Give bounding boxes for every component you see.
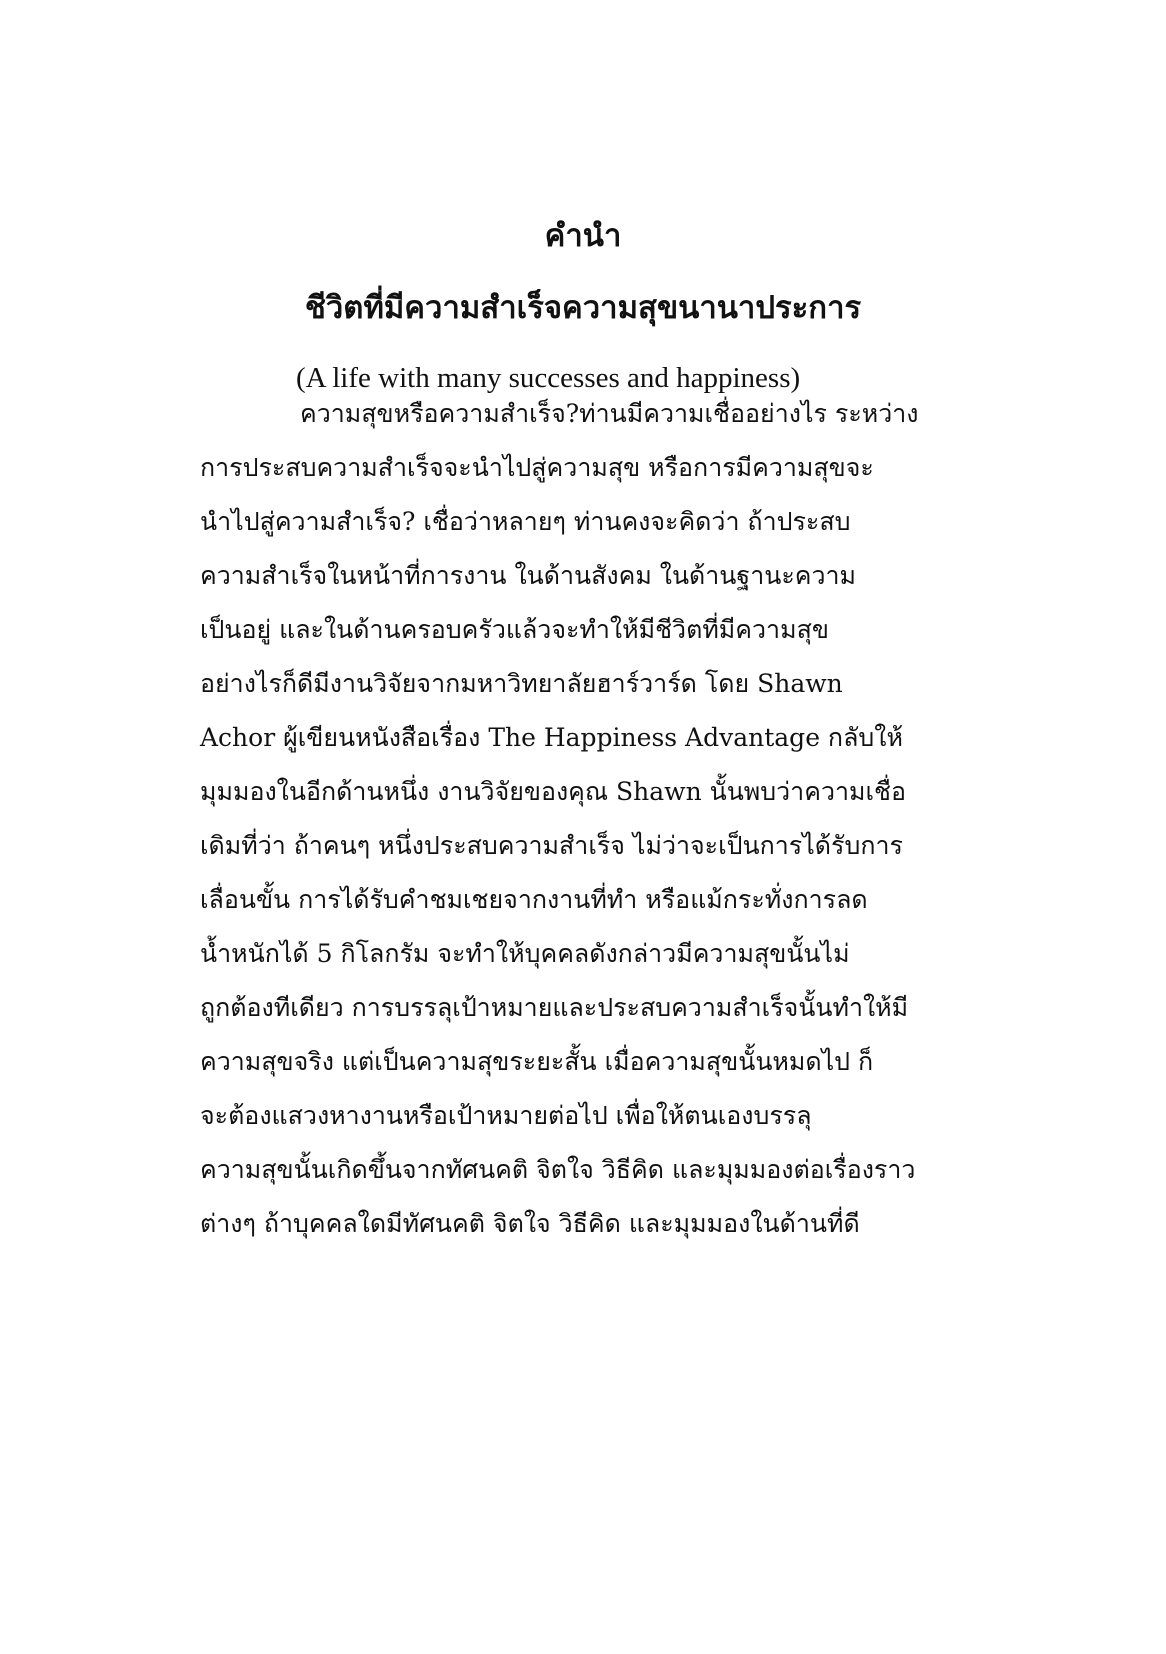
- paragraph-line: ความสุขหรือความสำเร็จ?ท่านมีความเชื่ออย่างไร ระหว่าง: [300, 399, 919, 428]
- paragraph-line: ถูกต้องทีเดียว การบรรลุเป้าหมายและประสบความสำเร็จนั้นทำให้มี: [200, 993, 909, 1022]
- page-title: คำนำ: [544, 218, 622, 254]
- page-subtitle: ชีวิตที่มีความสำเร็จความสุขนานาประการ: [304, 290, 862, 326]
- paragraph-line: นำไปสู่ความสำเร็จ? เชื่อว่าหลายๆ ท่านคงจะคิดว่า ถ้าประสบ: [200, 507, 851, 536]
- paragraph-line: ต่างๆ ถ้าบุคคลใดมีทัศนคติ จิตใจ วิธีคิด และมุมมองในด้านที่ดี: [200, 1209, 860, 1238]
- paragraph-line: ความสำเร็จในหน้าที่การงาน ในด้านสังคม ในด้านฐานะความ: [200, 561, 857, 590]
- paragraph-line: จะต้องแสวงหางานหรือเป้าหมายต่อไป เพื่อให้ตนเองบรรลุ: [200, 1101, 812, 1130]
- paragraph-line: มุมมองในอีกด้านหนึ่ง งานวิจัยของคุณ Shawn นั้นพบว่าความเชื่อ: [200, 777, 907, 806]
- paragraph-line: ความสุขจริง แต่เป็นความสุขระยะสั้น เมื่อความสุขนั้นหมดไป ก็: [200, 1047, 874, 1076]
- paragraph-line: ความสุขนั้นเกิดขึ้นจากทัศนคติ จิตใจ วิธีคิด และมุมมองต่อเรื่องราว: [200, 1155, 916, 1184]
- paragraph-line: การประสบความสำเร็จจะนำไปสู่ความสุข หรือการมีความสุขจะ: [200, 453, 874, 482]
- paragraph-line: เลื่อนขั้น การได้รับคำชมเชยจากงานที่ทำ หรือแม้กระทั่งการลด: [200, 885, 868, 914]
- english-subtitle: (A life with many successes and happiness): [296, 362, 801, 394]
- paragraph-line: เป็นอยู่ และในด้านครอบครัวแล้วจะทำให้มีชีวิตที่มีความสุข: [200, 615, 829, 644]
- paragraph-line: Achor ผู้เขียนหนังสือเรื่อง The Happiness Advantage กลับให้: [200, 723, 903, 752]
- paragraph-line: อย่างไรก็ดีมีงานวิจัยจากมหาวิทยาลัยฮาร์วาร์ด โดย Shawn: [200, 669, 843, 698]
- paragraph-line: น้ำหนักได้ 5 กิโลกรัม จะทำให้บุคคลดังกล่าวมีความสุขนั้นไม่: [200, 939, 850, 968]
- paragraph-line: เดิมที่ว่า ถ้าคนๆ หนึ่งประสบความสำเร็จ ไม่ว่าจะเป็นการได้รับการ: [200, 831, 903, 860]
